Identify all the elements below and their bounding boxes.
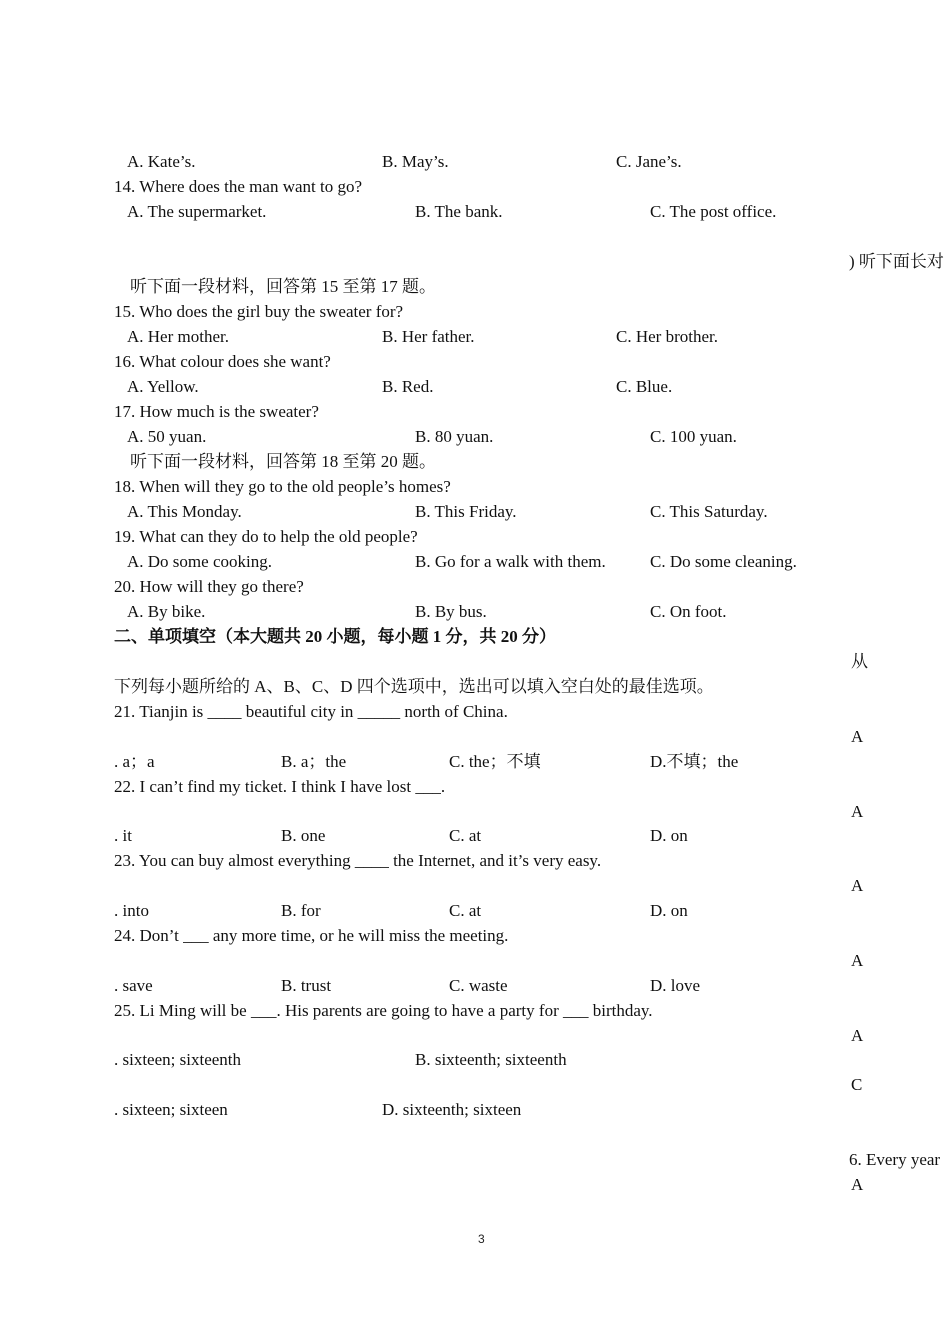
q19-option-c: C. Do some cleaning.	[650, 552, 797, 571]
q26-margin-label: A	[851, 1175, 864, 1194]
q17-option-a: A. 50 yuan.	[127, 427, 207, 446]
q25-option-b: B. sixteenth; sixteenth	[415, 1050, 567, 1069]
q16-option-a: A. Yellow.	[127, 377, 199, 396]
q22-margin-label: A	[851, 802, 864, 821]
q16-option-c: C. Blue.	[616, 377, 673, 396]
q16-question: 16. What colour does she want?	[114, 352, 331, 371]
q26-question-partial: 6. Every year	[849, 1150, 941, 1169]
q25-margin-label-a: A	[851, 1026, 864, 1045]
q20-option-a: A. By bike.	[127, 602, 206, 621]
q19-option-b: B. Go for a walk with them.	[415, 552, 606, 571]
q17-option-c: C. 100 yuan.	[650, 427, 737, 446]
q20-option-b: B. By bus.	[415, 602, 487, 621]
q17-question: 17. How much is the sweater?	[114, 402, 319, 421]
q23-option-d: D. on	[650, 901, 688, 920]
q15-option-b: B. Her father.	[382, 327, 475, 346]
q23-option-c: C. at	[449, 901, 482, 920]
q13-option-b: B. May’s.	[382, 152, 449, 171]
q25-option-d: D. sixteenth; sixteen	[382, 1100, 522, 1119]
q22-option-c: C. at	[449, 826, 482, 845]
q19-question: 19. What can they do to help the old people?	[114, 527, 418, 546]
q23-option-a: . into	[114, 901, 149, 920]
q21-option-d: D.不填；the	[650, 752, 739, 771]
q16-option-b: B. Red.	[382, 377, 434, 396]
q14-option-b: B. The bank.	[415, 202, 503, 221]
q22-option-d: D. on	[650, 826, 688, 845]
q25-option-c: . sixteen; sixteen	[114, 1100, 228, 1119]
q18-option-b: B. This Friday.	[415, 502, 517, 521]
q18-question: 18. When will they go to the old people’s homes?	[114, 477, 451, 496]
q18-option-a: A. This Monday.	[127, 502, 242, 521]
q14-question: 14. Where does the man want to go?	[114, 177, 363, 196]
q24-option-b: B. trust	[281, 976, 332, 995]
instruction-15-17: 听下面一段材料，回答第 15 至第 17 题。	[130, 277, 436, 296]
instruction-18-20: 听下面一段材料，回答第 18 至第 20 题。	[130, 452, 436, 471]
q21-option-a: . a；a	[114, 752, 155, 771]
section-2-heading: 二、单项填空（本大题共 20 小题，每小题 1 分，共 20 分）	[114, 627, 556, 646]
q21-question: 21. Tianjin is ____ beautiful city in _____ north of China.	[114, 702, 508, 721]
q20-question: 20. How will they go there?	[114, 577, 304, 596]
q15-option-a: A. Her mother.	[127, 327, 229, 346]
page-number: 3	[478, 1232, 485, 1246]
q22-option-b: B. one	[281, 826, 326, 845]
q25-margin-label-c: C	[851, 1075, 863, 1094]
q20-option-c: C. On foot.	[650, 602, 727, 621]
q22-question: 22. I can’t find my ticket. I think I have lost ___.	[114, 777, 446, 796]
q21-option-c: C. the；不填	[449, 752, 541, 771]
q23-question: 23. You can buy almost everything ____ the Internet, and it’s very easy.	[114, 851, 602, 870]
q24-margin-label: A	[851, 951, 864, 970]
q24-question: 24. Don’t ___ any more time, or he will miss the meeting.	[114, 926, 509, 945]
q24-option-a: . save	[114, 976, 153, 995]
section-2-instruction: 下列每小题所给的 A、B、C、D 四个选项中，选出可以填入空白处的最佳选项。	[114, 677, 714, 696]
q15-option-c: C. Her brother.	[616, 327, 718, 346]
q19-option-a: A. Do some cooking.	[127, 552, 272, 571]
q23-margin-label: A	[851, 876, 864, 895]
q22-option-a: . it	[114, 826, 132, 845]
margin-note-dialogue: ) 听下面长对	[849, 252, 944, 271]
q21-option-b: B. a；the	[281, 752, 347, 771]
q25-option-a: . sixteen; sixteenth	[114, 1050, 242, 1069]
margin-note-from: 从	[851, 652, 868, 671]
q13-option-c: C. Jane’s.	[616, 152, 682, 171]
q25-question: 25. Li Ming will be ___. His parents are going to have a party for ___ birthday.	[114, 1001, 653, 1020]
q23-option-b: B. for	[281, 901, 321, 920]
q24-option-d: D. love	[650, 976, 701, 995]
q21-margin-label: A	[851, 727, 864, 746]
q17-option-b: B. 80 yuan.	[415, 427, 494, 446]
q24-option-c: C. waste	[449, 976, 508, 995]
q15-question: 15. Who does the girl buy the sweater for?	[114, 302, 404, 321]
q18-option-c: C. This Saturday.	[650, 502, 768, 521]
q13-option-a: A. Kate’s.	[127, 152, 196, 171]
q14-option-a: A. The supermarket.	[127, 202, 267, 221]
q14-option-c: C. The post office.	[650, 202, 777, 221]
